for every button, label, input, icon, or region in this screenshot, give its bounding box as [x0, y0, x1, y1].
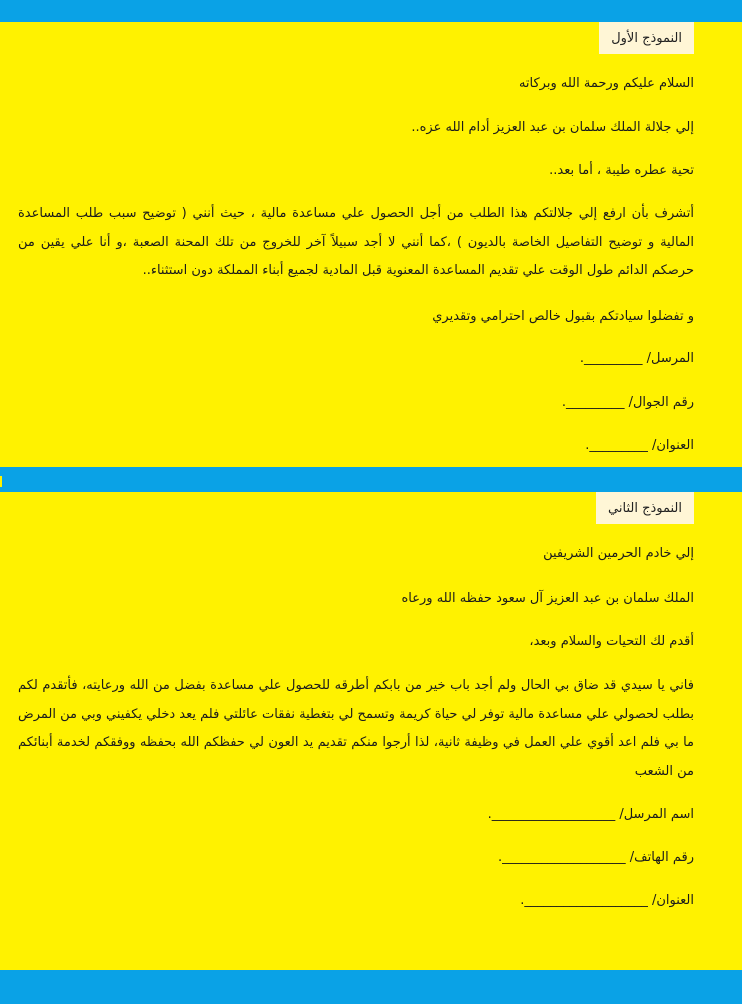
- form-one-address: العنوان/ _________.: [585, 438, 694, 453]
- form-two-tag: النموذج الثاني: [596, 492, 694, 524]
- form-two-salutation: أقدم لك التحيات والسلام وبعد،: [529, 634, 694, 649]
- form-two-addressee-line2: الملك سلمان بن عبد العزيز آل سعود حفظه الله ورعاه: [401, 591, 694, 606]
- form-two-panel: [0, 492, 742, 970]
- form-two-addressee-line1: إلي خادم الحرمين الشريفين: [543, 546, 694, 561]
- form-one-tag: النموذج الأول: [599, 22, 694, 54]
- edge-mark: [0, 476, 2, 487]
- form-one-mobile: رقم الجوال/ _________.: [561, 395, 694, 410]
- form-one-salutation: تحية عطره طيبة ، أما بعد..: [549, 163, 694, 178]
- form-one-body: أتشرف بأن ارفع إلي جلالتكم هذا الطلب من أجل الحصول علي مساعدة مالية ، حيث أنني ( توضيح سبب طلب المساعدة المالية و توضيح التفاصيل الخاصة بالديون ) ،كما أنني لا أجد سبيلاً آخر للخروج من تلك المحنة الصعبة ،و أنا علي يقين من حرصكم الدائم طول الوقت علي تقديم المساعدة المعنوية قبل المادية لجميع أبناء المملكة دون استثناء..: [18, 206, 694, 278]
- form-one-closing: و تفضلوا سيادتكم بقبول خالص احترامي وتقديري: [432, 309, 694, 324]
- form-one-addressee: إلي جلالة الملك سلمان بن عبد العزيز أدام الله عزه..: [411, 120, 694, 135]
- form-one-sender: المرسل/ _________.: [579, 351, 694, 366]
- form-two-phone: رقم الهاتف/ ___________________.: [497, 850, 694, 865]
- form-two-address: العنوان/ ___________________.: [520, 893, 694, 908]
- form-one-greeting: السلام عليكم ورحمة الله وبركاته: [518, 76, 694, 91]
- form-two-body: فاني يا سيدي قد ضاق بي الحال ولم أجد باب خير من بابكم أطرقه للحصول علي مساعدة بفضل من الله ورعايته، فأتقدم لكم بطلب لحصولي علي مساعدة مالية توفر لي حياة كريمة وتسمح لي بتغطية نفقات عائلتي فلم يعد دخلي يكفيني وبي من المرض ما بي فلم اعد أقوي علي العمل في وظيفة ثانية، لذا أرجوا منكم تقديم يد العون لي حفظكم الله بحفظه ووفقكم لخدمة أبنائكم من الشعب: [18, 678, 694, 779]
- form-one-panel: [0, 22, 742, 467]
- form-two-sender-name: اسم المرسل/ ___________________.: [487, 807, 694, 822]
